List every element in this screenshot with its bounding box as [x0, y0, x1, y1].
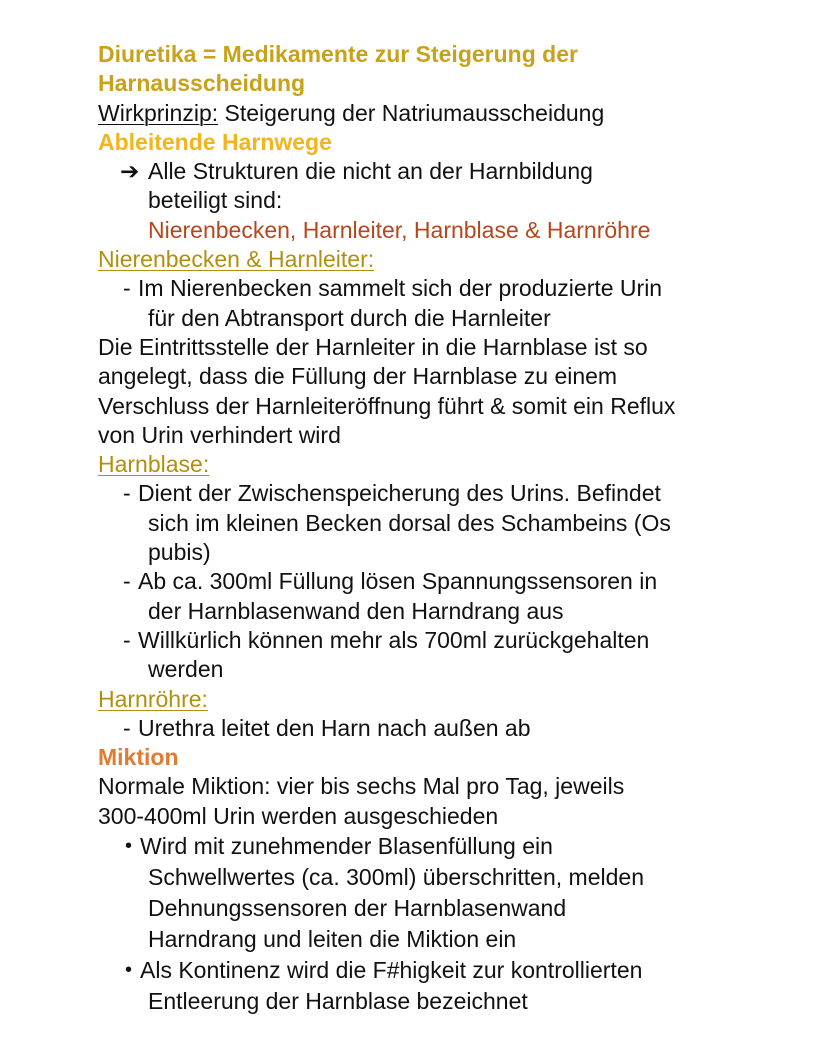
ableitende-structures-list: Nierenbecken, Harnleiter, Harnblase & Harnröhre — [148, 216, 651, 243]
section-heading-nierenbecken-harnleiter: Nierenbecken & Harnleiter: — [98, 246, 375, 273]
section-heading-harnroehre: Harnröhre: — [98, 685, 208, 712]
section-heading-miktion: Miktion — [98, 744, 179, 771]
wirkprinzip-text: Steigerung der Natriumausscheidung — [218, 99, 605, 126]
miktion-paragraph-line-1: Normale Miktion: vier bis sechs Mal pro Tag, jeweils — [98, 773, 625, 800]
bullet-marker: • — [125, 835, 133, 858]
document-title-line-1: Diuretika = Medikamente zur Steigerung der — [98, 41, 578, 67]
dash-marker: - — [123, 568, 131, 595]
dash-marker: - — [123, 275, 131, 302]
wirkprinzip-label: Wirkprinzip: — [98, 99, 219, 126]
wirkprinzip-line — [98, 99, 778, 128]
miktion-item-2-line-2: Entleerung der Harnblase bezeichnet — [148, 988, 528, 1015]
section-nierenbecken-harnleiter — [98, 245, 778, 450]
section-miktion — [98, 743, 778, 1017]
dash-marker: - — [123, 626, 131, 653]
nierenbecken-paragraph-line-4: von Urin verhindert wird — [98, 421, 341, 448]
nierenbecken-paragraph-line-3: Verschluss der Harnleiteröffnung führt & somit ein Reflux — [98, 392, 676, 419]
ableitende-text-line-1: Alle Strukturen die nicht an der Harnbildung — [148, 158, 593, 185]
miktion-item-1-line-3: Dehnungssensoren der Harnblasenwand — [148, 895, 567, 922]
harnblase-item-3-line-1: Willkürlich können mehr als 700ml zurückgehalten — [138, 626, 650, 653]
miktion-item-1-line-1: Wird mit zunehmender Blasenfüllung ein — [140, 833, 553, 860]
bullet-marker: • — [125, 959, 133, 982]
section-ableitende-harnwege — [98, 128, 778, 245]
title-block — [98, 40, 778, 128]
nierenbecken-item-1-line-1: Im Nierenbecken sammelt sich der produzierte Urin — [138, 275, 663, 302]
harnblase-item-2-line-1: Ab ca. 300ml Füllung lösen Spannungssensoren in — [138, 568, 658, 595]
harnblase-item-3-line-2: werden — [148, 656, 224, 683]
section-harnroehre — [98, 685, 778, 744]
harnblase-item-2-line-2: der Harnblasenwand den Harndrang aus — [148, 597, 564, 624]
miktion-item-1-line-4: Harndrang und leiten die Miktion ein — [148, 926, 517, 953]
nierenbecken-paragraph-line-1: Die Eintrittsstelle der Harnleiter in die Harnblase ist so — [98, 333, 648, 360]
document-page — [98, 40, 778, 1017]
miktion-item-1-line-2: Schwellwertes (ca. 300ml) überschritten, melden — [148, 864, 644, 891]
harnblase-item-1-line-1: Dient der Zwischenspeicherung des Urins. Befindet — [138, 480, 661, 507]
miktion-item-2-line-1: Als Kontinenz wird die F#higkeit zur kontrollierten — [140, 957, 643, 984]
dash-marker: - — [123, 480, 131, 507]
nierenbecken-item-1-line-2: für den Abtransport durch die Harnleiter — [148, 304, 551, 331]
harnroehre-item-1: Urethra leitet den Harn nach außen ab — [138, 714, 531, 741]
ableitende-text-line-2: beteiligt sind: — [148, 187, 283, 214]
document-title-line-2: Harnausscheidung — [98, 70, 306, 97]
section-heading-harnblase: Harnblase: — [98, 451, 210, 478]
harnblase-item-1-line-2: sich im kleinen Becken dorsal des Schambeins (Os — [148, 509, 671, 536]
nierenbecken-paragraph-line-2: angelegt, dass die Füllung der Harnblase zu einem — [98, 363, 618, 390]
section-harnblase — [98, 450, 778, 684]
arrow-right-icon: ➔ — [120, 158, 140, 185]
section-heading-ableitende-harnwege: Ableitende Harnwege — [98, 128, 332, 155]
miktion-paragraph-line-2: 300-400ml Urin werden ausgeschieden — [98, 802, 499, 829]
dash-marker: - — [123, 714, 131, 741]
harnblase-item-1-line-3: pubis) — [148, 539, 211, 566]
